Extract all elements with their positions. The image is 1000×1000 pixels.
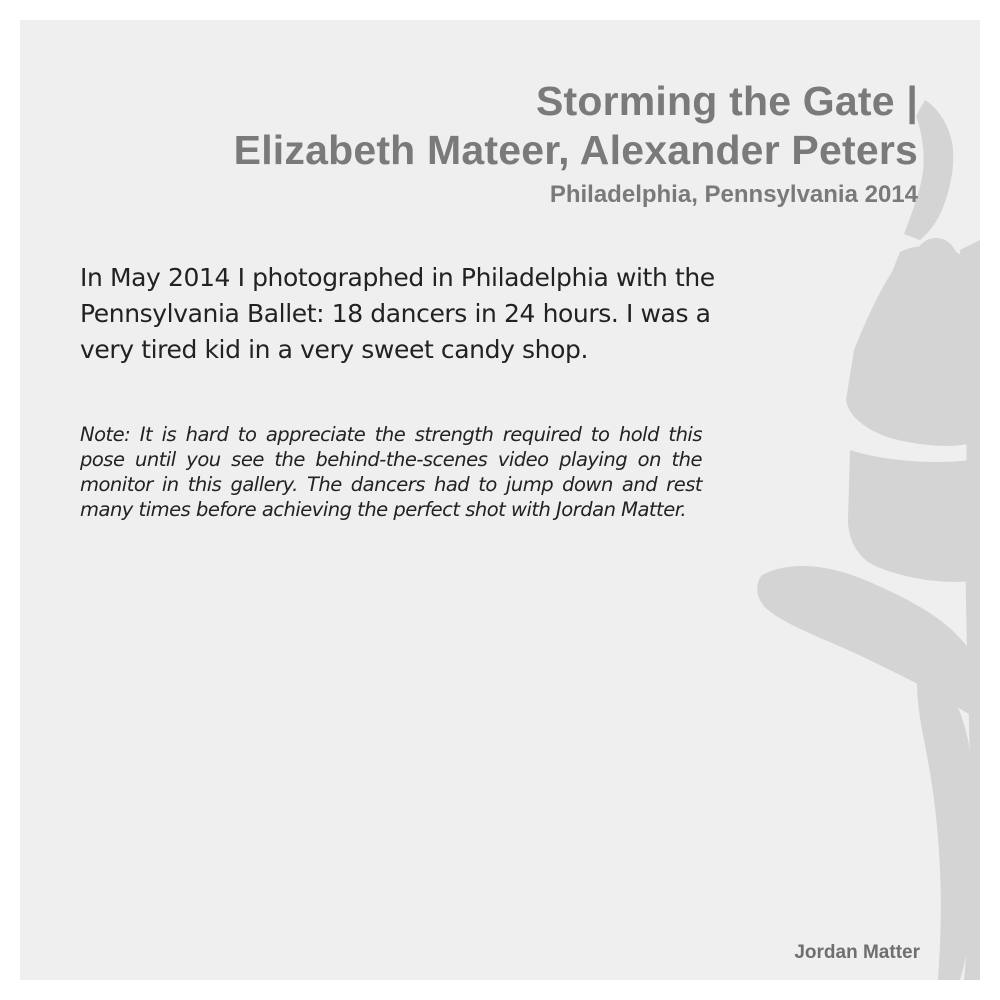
note-paragraph: Note: It is hard to appreciate the strength required to hold this pose until you see the behind-the-scenes video playing on the monitor in this gallery. The dancers had to jump down and rest many times before achieving the perfect shot with Jordan Matter. <box>80 423 702 521</box>
photographer-credit: Jordan Matter <box>794 942 920 963</box>
title-block <box>234 78 918 212</box>
page-title-line-1: Storming the Gate | <box>535 78 918 124</box>
location-year-subtitle: Philadelphia, Pennsylvania 2014 <box>549 181 918 208</box>
page-title-line-2: Elizabeth Mateer, Alexander Peters <box>233 127 918 173</box>
wall-label-card <box>20 20 980 980</box>
intro-paragraph: In May 2014 I photographed in Philadelphia with the Pennsylvania Ballet: 18 dancers in 24 hours. I was a very tired kid in a very sweet candy shop. <box>80 263 715 364</box>
